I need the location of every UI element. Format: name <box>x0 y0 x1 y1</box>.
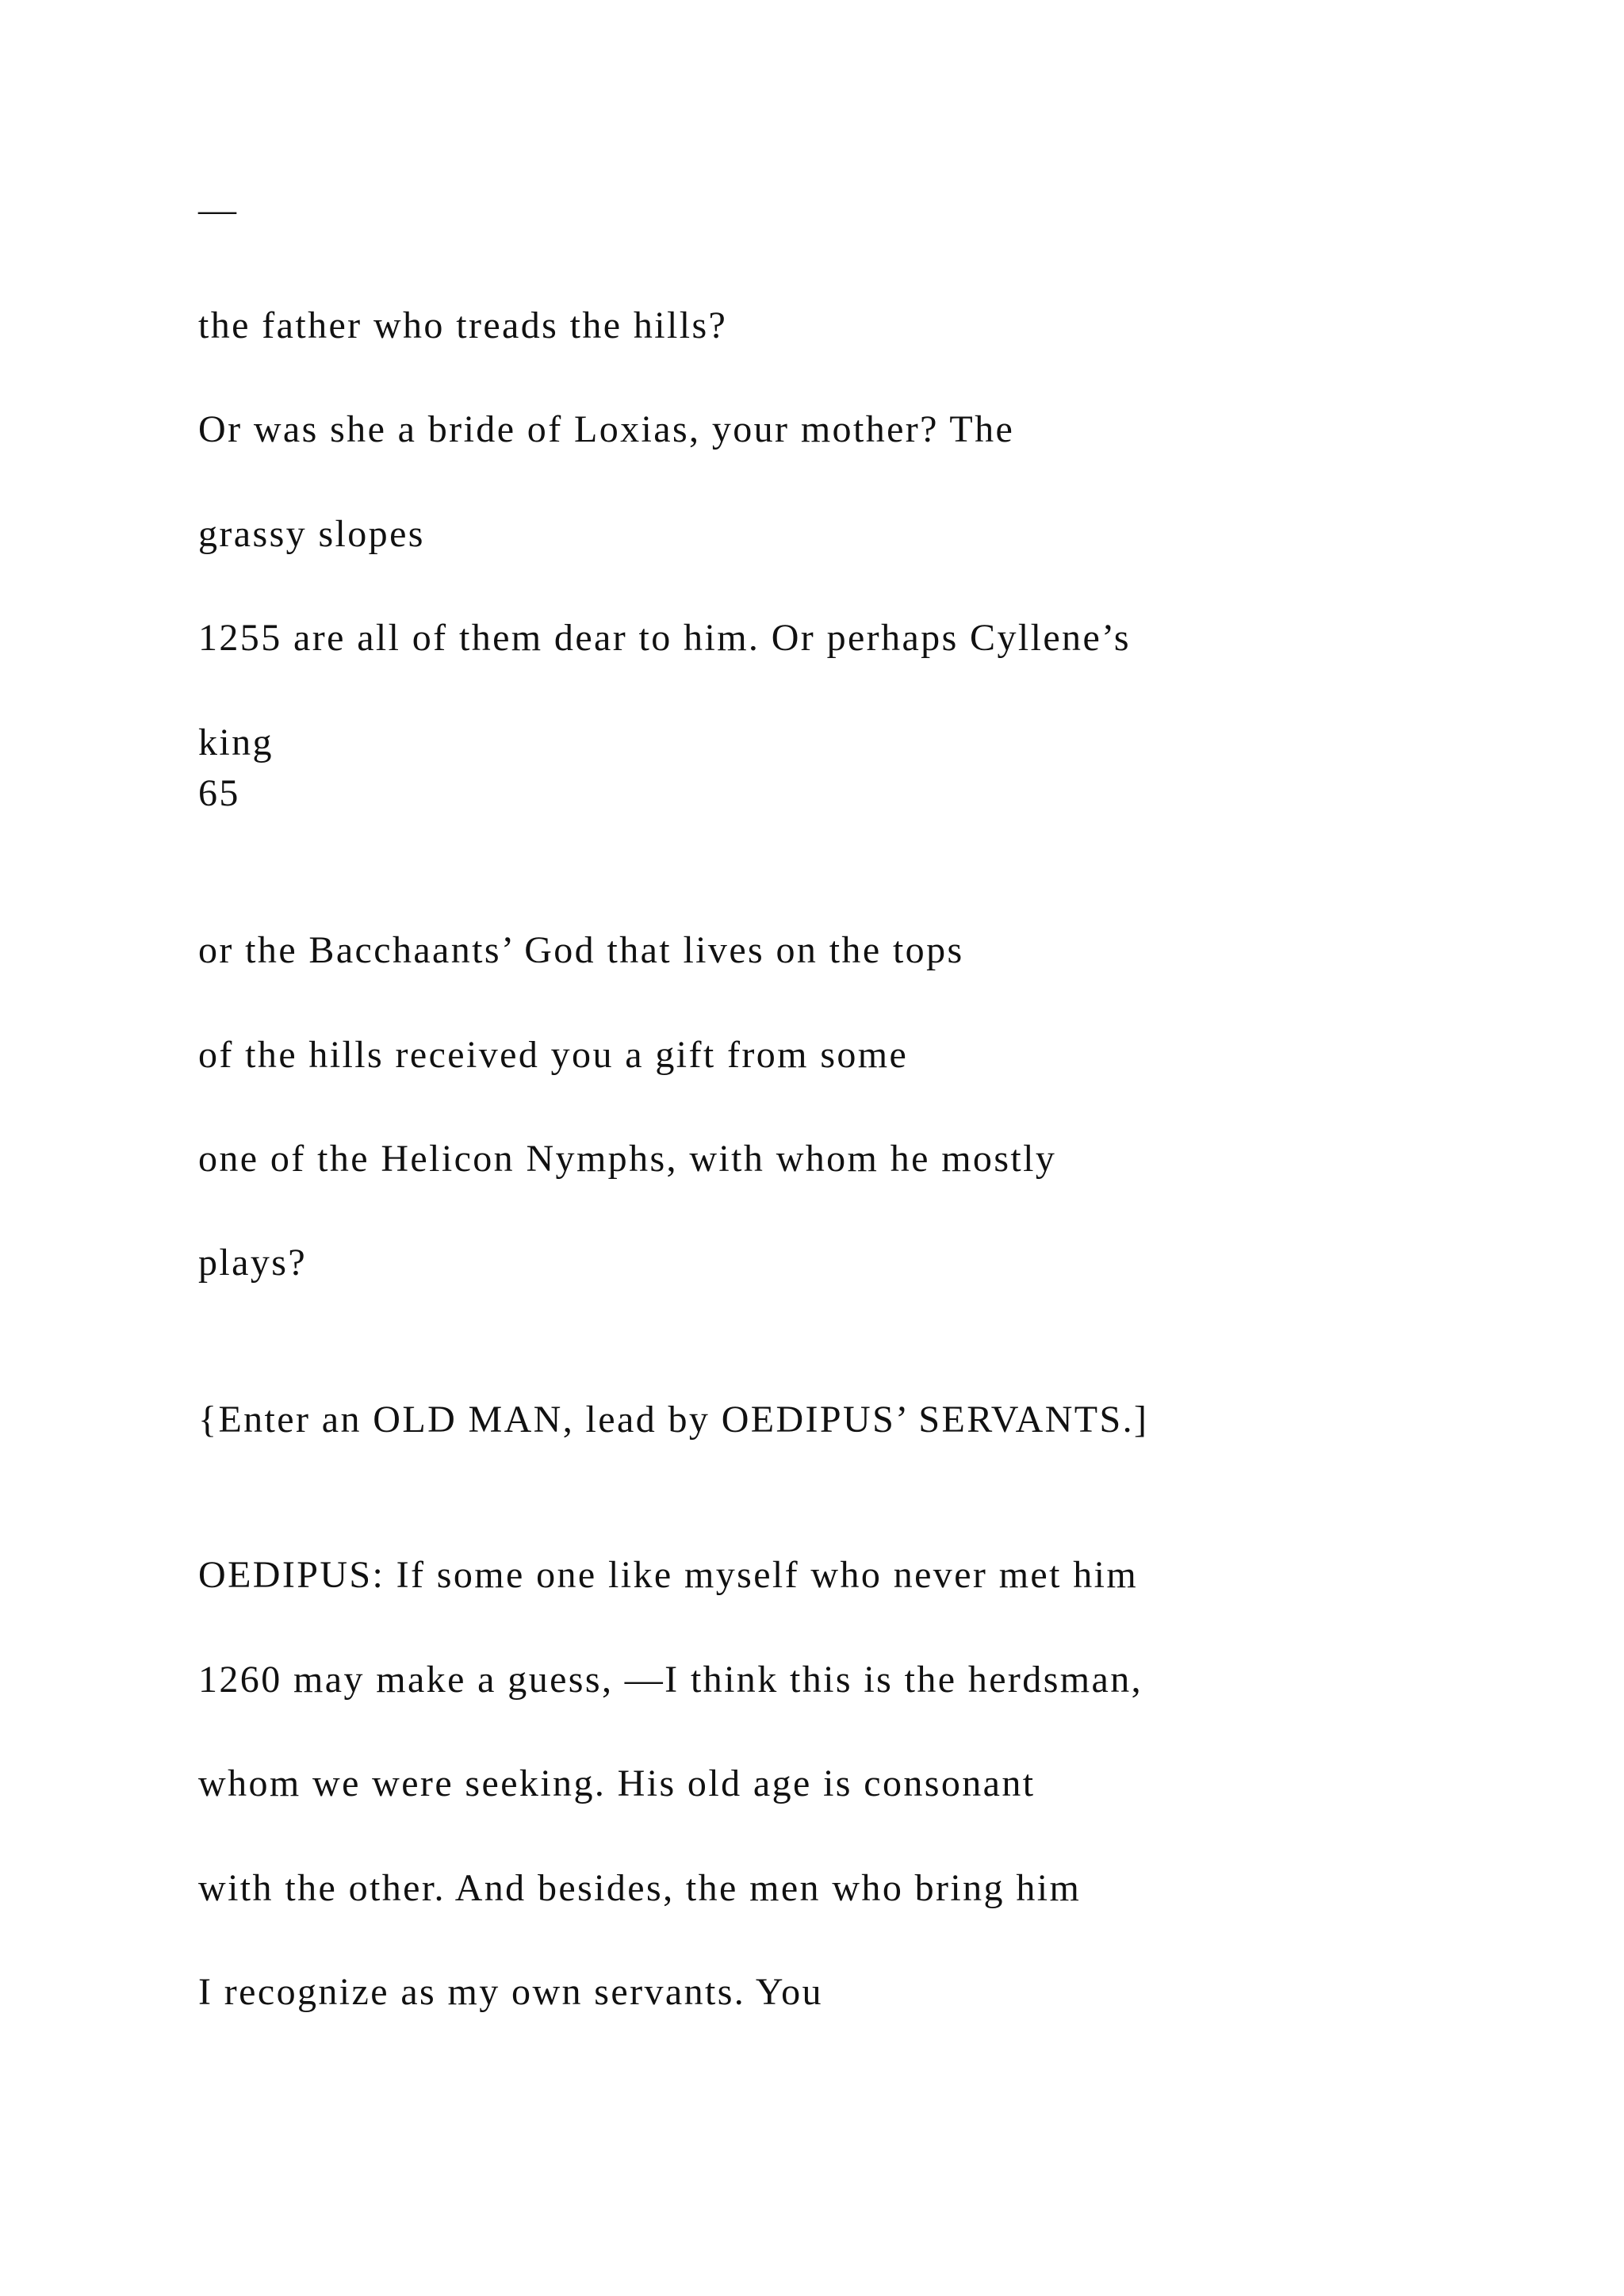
text-line: king <box>198 721 274 763</box>
text-line: the father who treads the hills? <box>198 304 728 346</box>
text-line: 1260 may make a guess, —I think this is the herdsman, <box>198 1659 1143 1701</box>
text-line: or the Bacchaants’ God that lives on the tops <box>198 929 964 971</box>
text-line: one of the Helicon Nymphs, with whom he mostly <box>198 1138 1057 1180</box>
text-line: with the other. And besides, the men who bring him <box>198 1867 1082 1909</box>
text-line: whom we were seeking. His old age is consonant <box>198 1762 1036 1804</box>
text-line: of the hills received you a gift from some <box>198 1034 909 1076</box>
text-line: 1255 are all of them dear to him. Or perhaps Cyllene’s <box>198 617 1131 659</box>
text-line: grassy slopes <box>198 513 425 555</box>
page-number: 65 <box>198 772 240 814</box>
stage-direction: {Enter an OLD MAN, lead by OEDIPUS’ SERVANTS.] <box>198 1399 1149 1441</box>
text-line: — <box>198 189 239 231</box>
text-line: Or was she a bride of Loxias, your mother? The <box>198 408 1015 450</box>
text-line: plays? <box>198 1242 308 1284</box>
text-line: I recognize as my own servants. You <box>198 1971 823 2013</box>
text-line: OEDIPUS: If some one like myself who never met him <box>198 1554 1139 1596</box>
